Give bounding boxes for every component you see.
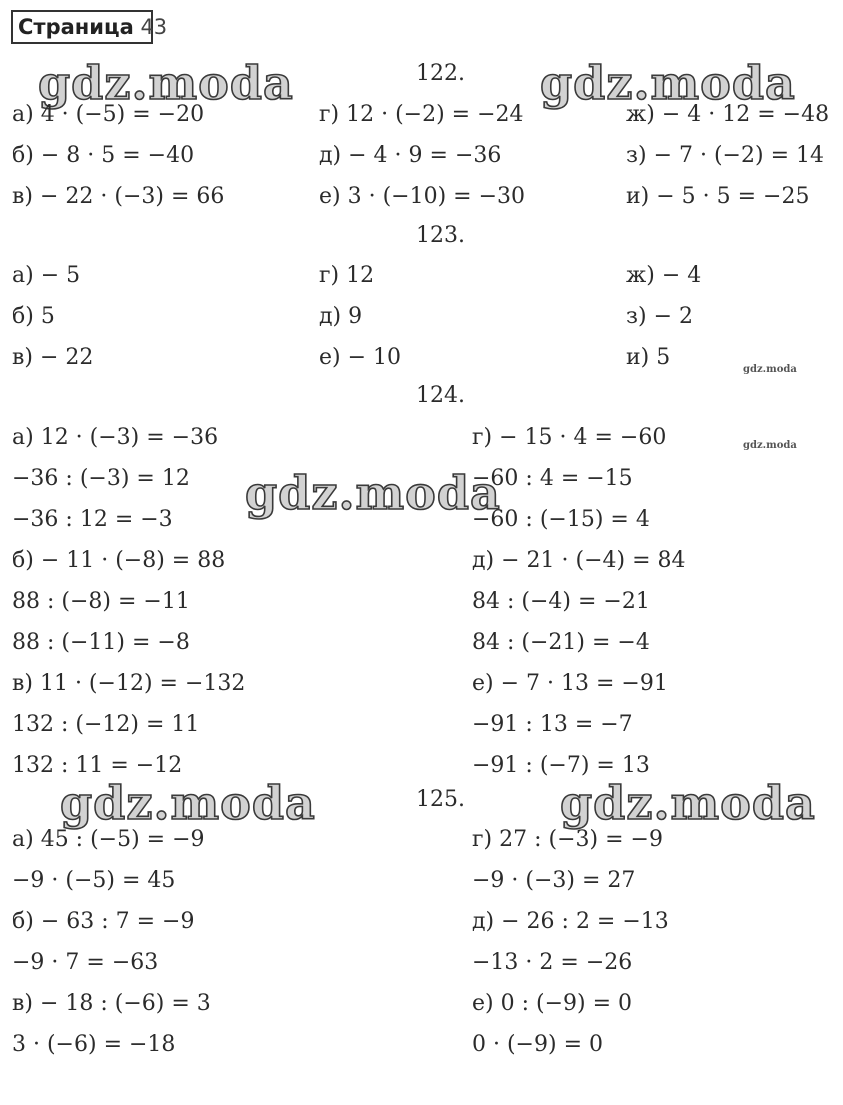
watermark: gdz.moda [245,466,501,520]
exercise-line: ж) − 4 [626,263,702,288]
watermark: gdz.moda [540,56,796,110]
exercise-number: 122. [416,61,465,86]
page-label-word: Страница [18,15,134,39]
exercise-line: а) − 5 [12,263,81,288]
exercise-number: 124. [416,383,465,408]
exercise-line: д) − 4 · 9 = −36 [319,143,502,168]
exercise-line: е) − 10 [319,345,402,370]
exercise-line: 84 : (−21) = −4 [472,630,650,655]
exercise-line: г) 12 [319,263,375,288]
page-number: 43 [140,15,168,39]
exercise-line: −91 : (−7) = 13 [472,753,650,778]
watermark: gdz.moda [38,56,294,110]
exercise-number: 123. [416,223,465,248]
exercise-line: з) − 2 [626,304,693,329]
exercise-line: д) − 26 : 2 = −13 [472,909,669,934]
exercise-line: г) − 15 · 4 = −60 [472,425,667,450]
exercise-line: −9 · (−5) = 45 [12,868,176,893]
exercise-line: −36 : 12 = −3 [12,507,173,532]
exercise-line: б) − 8 · 5 = −40 [12,143,195,168]
exercise-line: а) 12 · (−3) = −36 [12,425,219,450]
exercise-line: е) 3 · (−10) = −30 [319,184,526,209]
watermark: gdz.moda [60,776,316,830]
exercise-line: з) − 7 · (−2) = 14 [626,143,824,168]
exercise-line: −9 · (−3) = 27 [472,868,636,893]
exercise-line: 3 · (−6) = −18 [12,1032,176,1057]
watermark-small: gdz.moda [743,440,797,451]
exercise-line: 0 · (−9) = 0 [472,1032,603,1057]
exercise-line: −60 : (−15) = 4 [472,507,650,532]
exercise-line: б) 5 [12,304,55,329]
exercise-line: а) 4 · (−5) = −20 [12,102,205,127]
exercise-line: ж) − 4 · 12 = −48 [626,102,830,127]
exercise-line: и) − 5 · 5 = −25 [626,184,810,209]
exercise-line: е) 0 : (−9) = 0 [472,991,633,1016]
exercise-line: д) − 21 · (−4) = 84 [472,548,686,573]
exercise-line: −13 · 2 = −26 [472,950,633,975]
exercise-line: 88 : (−8) = −11 [12,589,190,614]
exercise-number: 125. [416,787,465,812]
watermark: gdz.moda [560,776,816,830]
exercise-line: е) − 7 · 13 = −91 [472,671,668,696]
exercise-line: в) − 18 : (−6) = 3 [12,991,211,1016]
exercise-line: б) − 11 · (−8) = 88 [12,548,226,573]
watermark-small: gdz.moda [743,364,797,375]
exercise-line: в) − 22 [12,345,94,370]
exercise-line: г) 12 · (−2) = −24 [319,102,524,127]
exercise-line: −9 · 7 = −63 [12,950,159,975]
exercise-line: и) 5 [626,345,671,370]
exercise-line: г) 27 : (−3) = −9 [472,827,663,852]
exercise-line: а) 45 : (−5) = −9 [12,827,205,852]
exercise-line: −91 : 13 = −7 [472,712,633,737]
exercise-line: −60 : 4 = −15 [472,466,633,491]
exercise-line: −36 : (−3) = 12 [12,466,190,491]
exercise-line: д) 9 [319,304,363,329]
exercise-line: 132 : 11 = −12 [12,753,183,778]
exercise-line: 132 : (−12) = 11 [12,712,200,737]
exercise-line: в) − 22 · (−3) = 66 [12,184,225,209]
exercise-line: б) − 63 : 7 = −9 [12,909,195,934]
exercise-line: в) 11 · (−12) = −132 [12,671,246,696]
exercise-line: 84 : (−4) = −21 [472,589,650,614]
exercise-line: 88 : (−11) = −8 [12,630,190,655]
page-label [11,10,168,44]
